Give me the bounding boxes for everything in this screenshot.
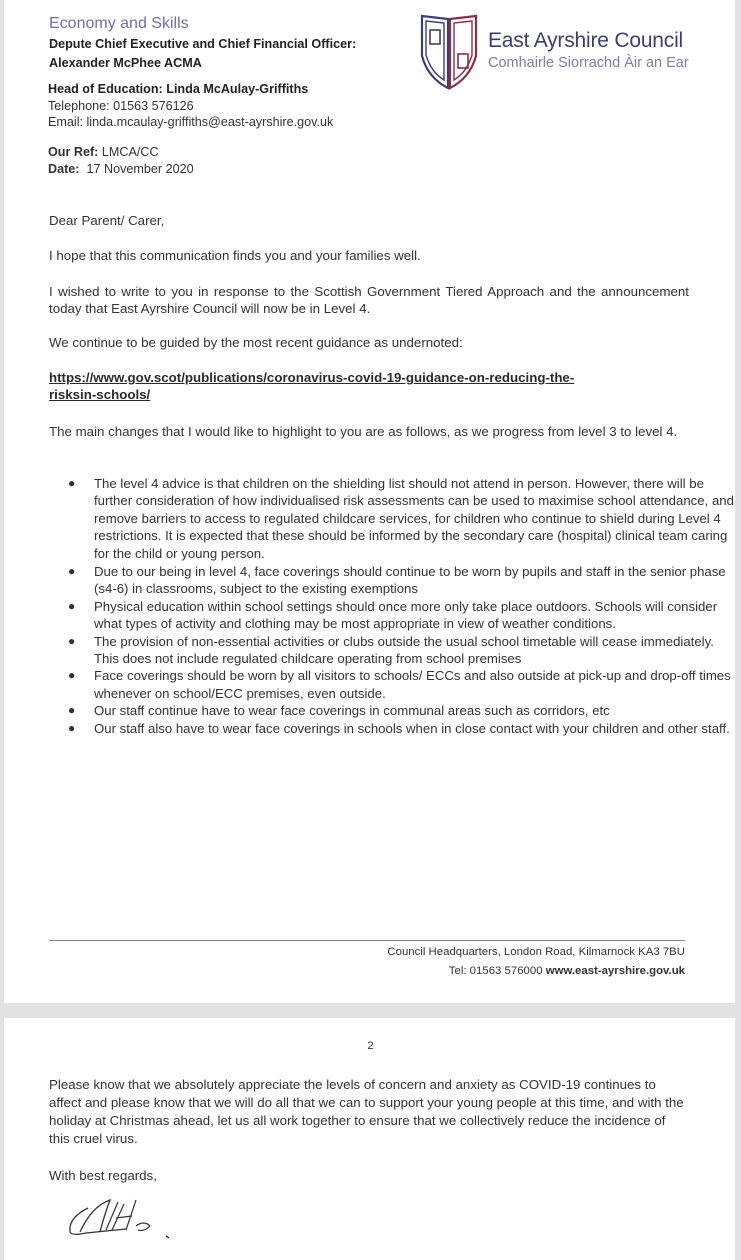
ref-label: Our Ref: xyxy=(48,145,99,159)
guidance-link-line-1[interactable]: https://www.gov.scot/publications/coronavirus-covid-19-guidance-on-reducing-the- xyxy=(49,370,575,385)
bullet-icon: ● xyxy=(68,476,76,490)
bullet-icon: ● xyxy=(68,598,76,613)
date-label: Date: xyxy=(48,162,80,176)
telephone: Telephone: 01563 576126 xyxy=(48,99,194,113)
paragraph-guidance: We continue to be guided by the most recent guidance as undernoted: xyxy=(49,335,463,350)
bullet-icon: ● xyxy=(68,720,76,735)
footer-website[interactable]: www.east-ayrshire.gov.uk xyxy=(545,965,685,977)
letter-date xyxy=(48,162,194,176)
bullet-icon: ● xyxy=(68,668,76,683)
guidance-link-line-2[interactable]: risksin-schools/ xyxy=(49,387,151,402)
list-item: ● Our staff continue have to wear face coverings in communal areas such as corridors, etc xyxy=(68,703,610,719)
paragraph-main-changes: The main changes that I would like to highlight to you are as follows, as we progress from level 3 to level 4. xyxy=(49,424,678,439)
head-of-education: Head of Education: Linda McAulay-Griffiths xyxy=(48,82,309,96)
list-item: ● Our staff also have to wear face coverings in schools when in close contact with your children and other staff. xyxy=(68,720,730,736)
logo-subtitle: Comhairle Siorrachd Àir an Ear xyxy=(488,55,689,71)
list-item: ● Face coverings should be worn by all visitors to schools/ ECCs and also outside at pick-up and drop-off times whenever on school/ECC premises, even outside. xyxy=(68,668,731,701)
paragraph-level4-announcement: I wished to write to you in response to the Scottish Government Tiered Approach and the announcement today that East Ayrshire Council will now be in Level 4. xyxy=(49,284,689,316)
letter-page-1 xyxy=(4,0,735,1003)
date-value: 17 November 2020 xyxy=(86,162,194,176)
shield-crest-icon xyxy=(418,12,480,92)
our-ref xyxy=(48,145,159,159)
bullet-icon: ● xyxy=(68,633,76,648)
footer-tel: Tel: 01563 576000 xyxy=(448,965,543,977)
depute-title: Depute Chief Executive and Chief Financial Officer: xyxy=(49,37,357,51)
department-name: Economy and Skills xyxy=(49,15,189,32)
council-logo xyxy=(418,12,718,92)
footer-contact xyxy=(449,965,685,977)
paragraph-closing: Please know that we absolutely appreciate the levels of concern and anxiety as COVID-19 continues to affect and please know that we will do all that we can to support your young people at this time, and with the holiday at Christmas ahead, let us all work together to ensure that we collectively reduce the incidence of this cruel virus. xyxy=(49,1077,684,1146)
footer-address: Council Headquarters, London Road, Kilmarnock KA3 7BU xyxy=(387,946,685,958)
logo-title: East Ayrshire Council xyxy=(488,29,684,52)
bullet-icon: ● xyxy=(68,703,76,718)
paragraph-greeting: I hope that this communication finds you and your families well. xyxy=(49,248,421,263)
list-item: ● The level 4 advice is that children on the shielding list should not attend in person. However, there will be further consideration of how individualised risk assessments can be used to maximise school attendance, and remove barriers to access to regulated childcare services, for children who continue to shield during Level 4 restrictions. It is expected that these should be informed by the secondary care (hospital) clinical team caring for the child or young person. xyxy=(68,476,734,561)
sign-off: With best regards, xyxy=(49,1168,157,1183)
ref-value: LMCA/CC xyxy=(101,145,159,159)
footer-divider xyxy=(49,940,685,941)
email: Email: linda.mcaulay-griffiths@east-ayrshire.gov.uk xyxy=(48,115,334,129)
list-item: ● Physical education within school settings should once more only take place outdoors. Schools will consider what types of activity and clothing may be most appropriate in view of weather conditions. xyxy=(68,598,718,632)
bullet-icon: ● xyxy=(68,564,76,579)
list-item: ● The provision of non-essential activities or clubs outside the usual school timetable will cease immediately. This does not include regulated childcare operating from school premises xyxy=(68,633,714,667)
letter-page-2 xyxy=(4,1018,735,1260)
salutation: Dear Parent/ Carer, xyxy=(49,213,165,228)
list-item: ● Due to our being in level 4, face coverings should continue to be worn by pupils and staff in the senior phase (s4-6) in classrooms, subject to the existing exemptions xyxy=(68,564,726,597)
depute-name: Alexander McPhee ACMA xyxy=(49,56,202,70)
page-number: 2 xyxy=(367,1040,374,1052)
signature-icon xyxy=(66,1196,196,1241)
changes-list xyxy=(49,475,734,737)
